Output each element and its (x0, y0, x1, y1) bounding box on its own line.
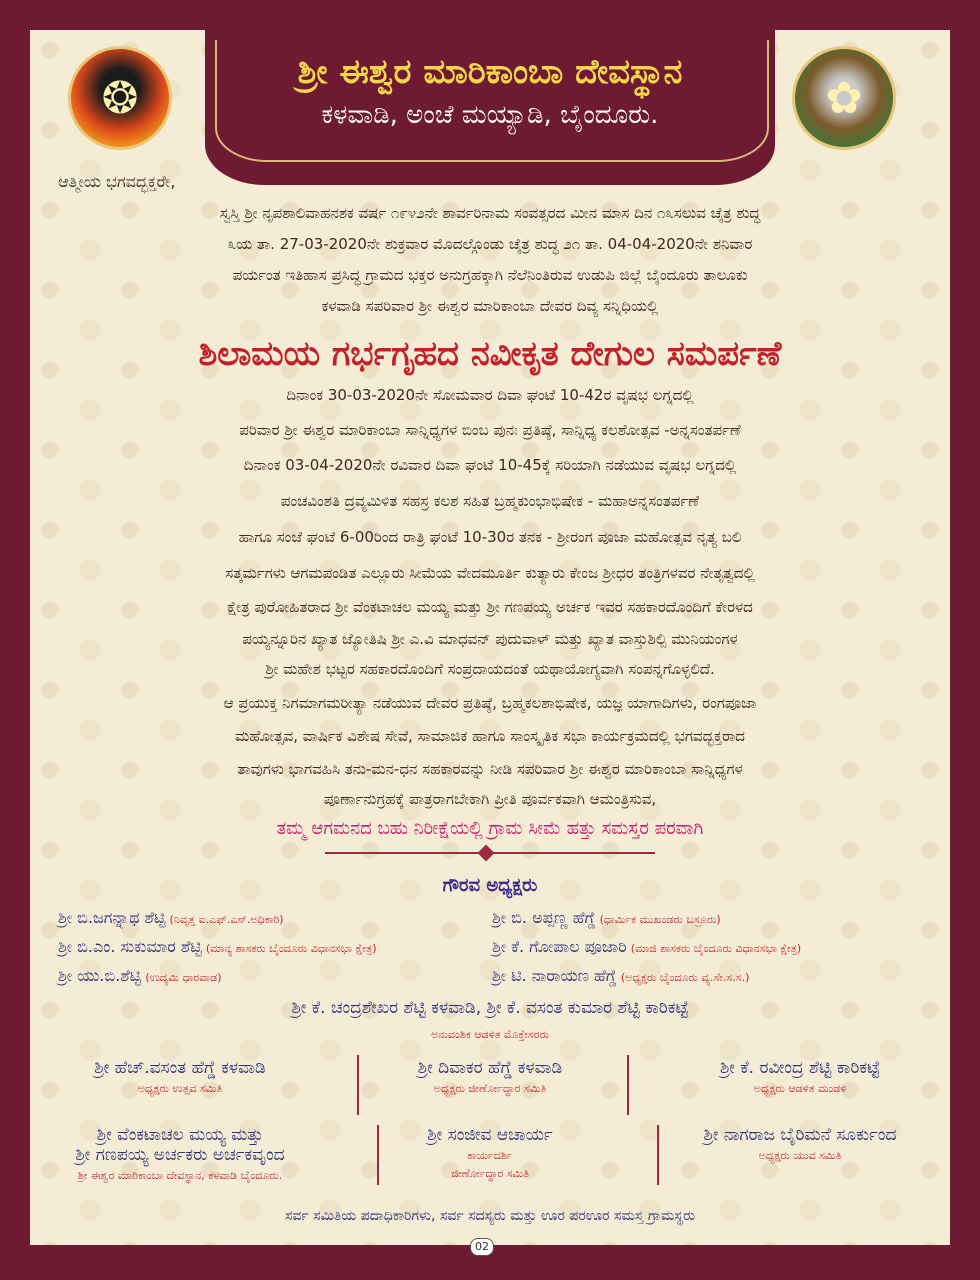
column-divider (377, 1125, 379, 1185)
committee-member (345, 1125, 635, 1181)
person-role: (ಉದ್ಯಮಿ ಧಾರವಾಡ) (145, 971, 222, 984)
person-role: ಅಧ್ಯಕ್ಷರು ಆಡಳಿತ ಮಂಡಳಿ (753, 1082, 847, 1095)
person-role: (ಮಾಜಿ ಶಾಸಕರು ಬೈಂದೂರು ವಿಧಾನಸಭಾ ಕ್ಷೇತ್ರ) (630, 942, 802, 955)
body-line: ತಾವುಗಳು ಭಾಗವಹಿಸಿ ತನು-ಮನ-ಧನ ಸಹಕಾರವನ್ನು ನೀಡಿ ಸಪರಿವಾರ ಶ್ರೀ ಈಶ್ವರ ಮಾರಿಕಾಂಬಾ ಸಾನ್ನಿಧ್ಯಗಳ (237, 760, 743, 778)
person-name: ಶ್ರೀ ಬಿ. ಅಪ್ಪಣ್ಣ ಹೆಗ್ಡೆ (492, 908, 596, 927)
body-line: ಮಹೋತ್ಸವ, ವಾರ್ಷಿಕ ವಿಶೇಷ ಸೇವೆ, ಸಾಮಾಜಿಕ ಹಾಗೂ ಸಾಂಸ್ಕೃತಿಕ ಸಭಾ ಕಾರ್ಯಕ್ರಮದಲ್ಲಿ ಭಗವದ್ಭಕ್ತರಾದ (235, 727, 745, 745)
person-name: ಶ್ರೀ ಟಿ. ನಾರಾಯಣ ಹೆಗ್ಡೆ (492, 966, 617, 985)
person-role: ಅಧ್ಯಕ್ಷರು ಯುವ ಸಮಿತಿ (758, 1149, 842, 1162)
ornamental-divider (325, 850, 655, 856)
body-line: ಪರಿವಾರ ಶ್ರೀ ಈಶ್ವರ ಮಾರಿಕಾಂಬಾ ಸಾನ್ನಿಧ್ಯಗಳ ಬಿಂಬ ಪುನಃ ಪ್ರತಿಷ್ಠೆ, ಸಾನ್ನಿಧ್ಯ ಕಲಶೋತ್ಸವ -ಅನ್ನಸಂತರ್ಪಣೆ (239, 421, 741, 439)
committee-member (345, 1058, 635, 1096)
honorary-president (492, 966, 749, 986)
body-line: ಸತ್ಕರ್ಮಗಳು ಆಗಮಪಂಡಿತ ಎಲ್ಲೂರು ಸೀಮೆಯ ವೇದಮೂರ್ತಿ ಕುತ್ಯಾರು ಕೇಂಜ ಶ್ರೀಧರ ತಂತ್ರಿಗಳವರ ನೇತೃತ್ವದಲ್ಲಿ (225, 564, 755, 582)
column-divider (657, 1125, 659, 1185)
body-line: ಹಾಗೂ ಸಂಜೆ ಘಂಟೆ 6-00ರಿಂದ ರಾತ್ರಿ ಘಂಟೆ 10-30ರ ತನಕ - ಶ್ರೀರಂಗ ಪೂಜಾ ಮಹೋತ್ಸವ ನೃತ್ಯ ಬಲಿ (238, 528, 742, 546)
person-role: (ಅಧ್ಯಕ್ಷರು ಬೈಂದೂರು ವ್ಯ.ಸೇ.ಸ.ಸ.) (620, 971, 750, 984)
body-line: ಪಯ್ಯನ್ನೂರಿನ ಖ್ಯಾತ ಜ್ಯೋತಿಷಿ ಶ್ರೀ ಎ.ವಿ ಮಾಧವನ್ ಪುದುವಾಳ್ ಮತ್ತು ಖ್ಯಾತ ವಾಸ್ತುಶಿಲ್ಪಿ ಮುನಿಯಂಗಳ (242, 630, 738, 648)
body-line: ೩ಯ ತಾ. 27-03-2020ನೇ ಶುಕ್ರವಾರ ಮೊದಲ್ಗೊಂಡು ಚೈತ್ರ ಶುದ್ಧ ೨೧ ತಾ. 04-04-2020ನೇ ಶನಿವಾರ (227, 235, 753, 253)
hereditary-trustees: ಶ್ರೀ ಕೆ. ಚಂದ್ರಶೇಖರ ಶೆಟ್ಟಿ ಕಳವಾಡಿ, ಶ್ರೀ ಕೆ. ವಸಂತ ಕುಮಾರ ಶೆಟ್ಟಿ ಕಾರಿಕಟ್ಟೆ (291, 998, 689, 1018)
body-line: ಆ ಪ್ರಯುಕ್ತ ನಿಗಮಾಗಮರೀತ್ಯಾ ನಡೆಯುವ ದೇವರ ಪ್ರತಿಷ್ಠೆ, ಬ್ರಹ್ಮಕಲಶಾಭಿಷೇಕ, ಯಜ್ಞ ಯಾಗಾದಿಗಳು, ರಂಗಪೂಜಾ (223, 694, 757, 712)
body-line: ಪರ್ಯಂತ ಇತಿಹಾಸ ಪ್ರಸಿದ್ಧ ಗ್ರಾಮದ ಭಕ್ತರ ಅನುಗ್ರಹಕ್ಕಾಗಿ ನೆಲೆನಿಂತಿರುವ ಉಡುಪಿ ಜಿಲ್ಲೆ ಬೈಂದೂರು ತಾಲೂಕು (232, 266, 748, 284)
honorary-president (492, 937, 801, 957)
column-divider (627, 1055, 629, 1115)
deity-image-right (792, 46, 896, 150)
person-name: ಶ್ರೀ ಕೆ. ಗೋಪಾಲ ಪೂಜಾರಿ (492, 937, 627, 956)
honorary-presidents-heading: ಗೌರವ ಅಧ್ಯಕ್ಷರು (442, 875, 538, 896)
committee-member (35, 1125, 325, 1183)
person-role-title: ಕಾರ್ಯದರ್ಶಿ (467, 1149, 513, 1162)
body-line: ಕ್ಷೇತ್ರ ಪುರೋಹಿತರಾದ ಶ್ರೀ ವೆಂಕಟಾಚಲ ಮಯ್ಯ ಮತ್ತು ಶ್ರೀ ಗಣಪಯ್ಯ ಅರ್ಚಕ ಇವರ ಸಹಕಾರದೊಂದಿಗೆ ಕೇರಳದ (227, 598, 753, 616)
honorary-president (58, 937, 377, 957)
body-line: ಸ್ವಸ್ತಿ ಶ್ರೀ ನೃಪಶಾಲಿವಾಹನಶಕ ವರ್ಷ ೧೯೪೨ನೇ ಶಾರ್ವರಿನಾಮ ಸಂವತ್ಸರದ ಮೀನ ಮಾಸ ದಿನ ೧೩ಸಲುವ ಚೈತ್ರ ಶುದ್ಧ (219, 204, 761, 222)
deity-image-left (68, 46, 172, 150)
person-role: (ನಿವೃತ್ತ ಐ.ಎಫ್.ಎಸ್.ಅಧಿಕಾರಿ) (169, 913, 284, 926)
person-role: ಜೀರ್ಣೋದ್ಧಾರ ಸಮಿತಿ (451, 1167, 529, 1180)
person-role: ಅಧ್ಯಕ್ಷರು ಜೀರ್ಣೋದ್ಧಾರ ಸಮಿತಿ (433, 1082, 547, 1095)
column-divider (357, 1055, 359, 1115)
person-name: ಶ್ರೀ ದಿವಾಕರ ಹೆಗ್ಡೆ ಕಳವಾಡಿ (417, 1058, 563, 1078)
person-name: ಶ್ರೀ ಬಿ.ಜಗನ್ನಾಥ ಶೆಟ್ಟಿ (58, 908, 166, 927)
person-name: ಶ್ರೀ ಯು.ಬಿ.ಶೆಟ್ಟಿ (58, 966, 142, 985)
honorary-president (58, 966, 222, 986)
goddess-icon: ✿ (825, 72, 863, 124)
person-role: ಶ್ರೀ ಈಶ್ವರ ಮಾರಿಕಾಂಬಾ ದೇವಸ್ಥಾನ, ಕಳವಾಡಿ ಬೈಂದೂರು. (77, 1169, 283, 1182)
body-line: ಶ್ರೀ ಮಹೇಶ ಭಟ್ಟರ ಸಹಕಾರದೊಂದಿಗೆ ಸಂಪ್ರದಾಯದಂತೆ ಯಥಾಯೋಗ್ಯವಾಗಿ ಸಂಪನ್ನಗೊಳ್ಳಲಿದೆ. (265, 660, 715, 678)
invite-line: ತಮ್ಮ ಆಗಮನದ ಬಹು ನಿರೀಕ್ಷೆಯಲ್ಲಿ ಗ್ರಾಮ ಸೀಮೆ ಹತ್ತು ಸಮಸ್ತರ ಪರವಾಗಿ (276, 818, 704, 839)
committee-member (655, 1125, 945, 1163)
person-name: ಶ್ರೀ ಹೆಚ್.ವಸಂತ ಹೆಗ್ಡೆ ಕಳವಾಡಿ (94, 1058, 266, 1078)
body-line: ದಿನಾಂಕ 30-03-2020ನೇ ಸೋಮವಾರ ದಿವಾ ಘಂಟೆ 10-42ರ ವೃಷಭ ಲಗ್ನದಲ್ಲಿ (286, 386, 694, 404)
committee-member (655, 1058, 945, 1096)
person-role: (ಮಾನ್ಯ ಶಾಸಕರು ಬೈಂದೂರು ವಿಧಾನಸಭಾ ಕ್ಷೇತ್ರ) (205, 942, 377, 955)
body-line: ಕಳವಾಡಿ ಸಪರಿವಾರ ಶ್ರೀ ಈಶ್ವರ ಮಾರಿಕಾಂಬಾ ದೇವರ ದಿವ್ಯ ಸನ್ನಿಧಿಯಲ್ಲಿ (321, 297, 659, 315)
main-heading: ಶಿಲಾಮಯ ಗರ್ಭಗೃಹದ ನವೀಕೃತ ದೇಗುಲ ಸಮರ್ಪಣೆ (198, 334, 782, 374)
person-name: ಶ್ರೀ ನಾಗರಾಜ ಬೈರಿಮನೆ ಸೂರ್ಕುಂದ (703, 1125, 897, 1145)
person-name: ಶ್ರೀ ಸಂಜೀವ ಆಚಾರ್ಯ (427, 1125, 553, 1145)
body-line: ಪಂಚವಿಂಶತಿ ದ್ರವ್ಯಮಿಳಿತ ಸಹಸ್ರ ಕಲಶ ಸಹಿತ ಬ್ರಹ್ಮಕುಂಭಾಭಿಷೇಕ - ಮಹಾಅನ್ನಸಂತರ್ಪಣೆ (280, 492, 700, 510)
hereditary-trustees-label: ಅನುವಂಶಿಕ ಆಡಳಿತ ಮೊಕ್ತೇಸರರು (431, 1028, 549, 1041)
honorary-president (492, 908, 721, 928)
temple-address: ಕಳವಾಡಿ, ಅಂಚೆ ಮಯ್ಯಾಡಿ, ಬೈಂದೂರು. (321, 100, 659, 130)
greeting: ಆತ್ಮೀಯ ಭಗವದ್ಭಕ್ತರೇ, (58, 172, 176, 191)
footer-signatories: ಸರ್ವ ಸಮಿತಿಯ ಪದಾಧಿಕಾರಿಗಳು, ಸರ್ವ ಸದಸ್ಯರು ಮತ್ತು ಊರ ಪರಊರ ಸಮಸ್ತ ಗ್ರಾಮಸ್ಥರು (284, 1208, 695, 1224)
committee-member (35, 1058, 325, 1096)
person-name: ಶ್ರೀ ಬಿ.ಎಂ. ಸುಕುಮಾರ ಶೆಟ್ಟಿ (58, 937, 202, 956)
body-line: ದಿನಾಂಕ 03-04-2020ನೇ ರವಿವಾರ ದಿವಾ ಘಂಟೆ 10-45ಕ್ಕೆ ಸರಿಯಾಗಿ ನಡೆಯುವ ವೃಷಭ ಲಗ್ನದಲ್ಲಿ (243, 456, 737, 474)
temple-title: ಶ್ರೀ ಈಶ್ವರ ಮಾರಿಕಾಂಬಾ ದೇವಸ್ಥಾನ (297, 52, 683, 92)
honorary-president (58, 908, 284, 928)
page-number: 02 (470, 1238, 494, 1256)
person-role: (ಧಾರ್ಮಿಕ ಮುಖಂಡರು ಬಸ್ರೂರು) (599, 913, 721, 926)
body-line: ಪೂರ್ಣಾನುಗ್ರಹಕ್ಕೆ ಪಾತ್ರರಾಗಬೇಕಾಗಿ ಪ್ರೀತಿ ಪೂರ್ವಕವಾಗಿ ಆಮಂತ್ರಿಸುವ, (323, 790, 657, 808)
person-name: ಶ್ರೀ ಕೆ. ರವೀಂದ್ರ ಶೆಟ್ಟಿ ಕಾರಿಕಟ್ಟೆ (719, 1058, 881, 1078)
person-role: ಅಧ್ಯಕ್ಷರು ಉತ್ಸವ ಸಮಿತಿ (137, 1082, 223, 1095)
shiva-linga-icon: ❂ (101, 72, 139, 124)
person-name-line2: ಶ್ರೀ ಗಣಪಯ್ಯ ಅರ್ಚಕರು ಅರ್ಚಕವೃಂದ (75, 1145, 285, 1165)
person-name: ಶ್ರೀ ವೆಂಕಟಾಚಲ ಮಯ್ಯ ಮತ್ತು (96, 1125, 264, 1145)
